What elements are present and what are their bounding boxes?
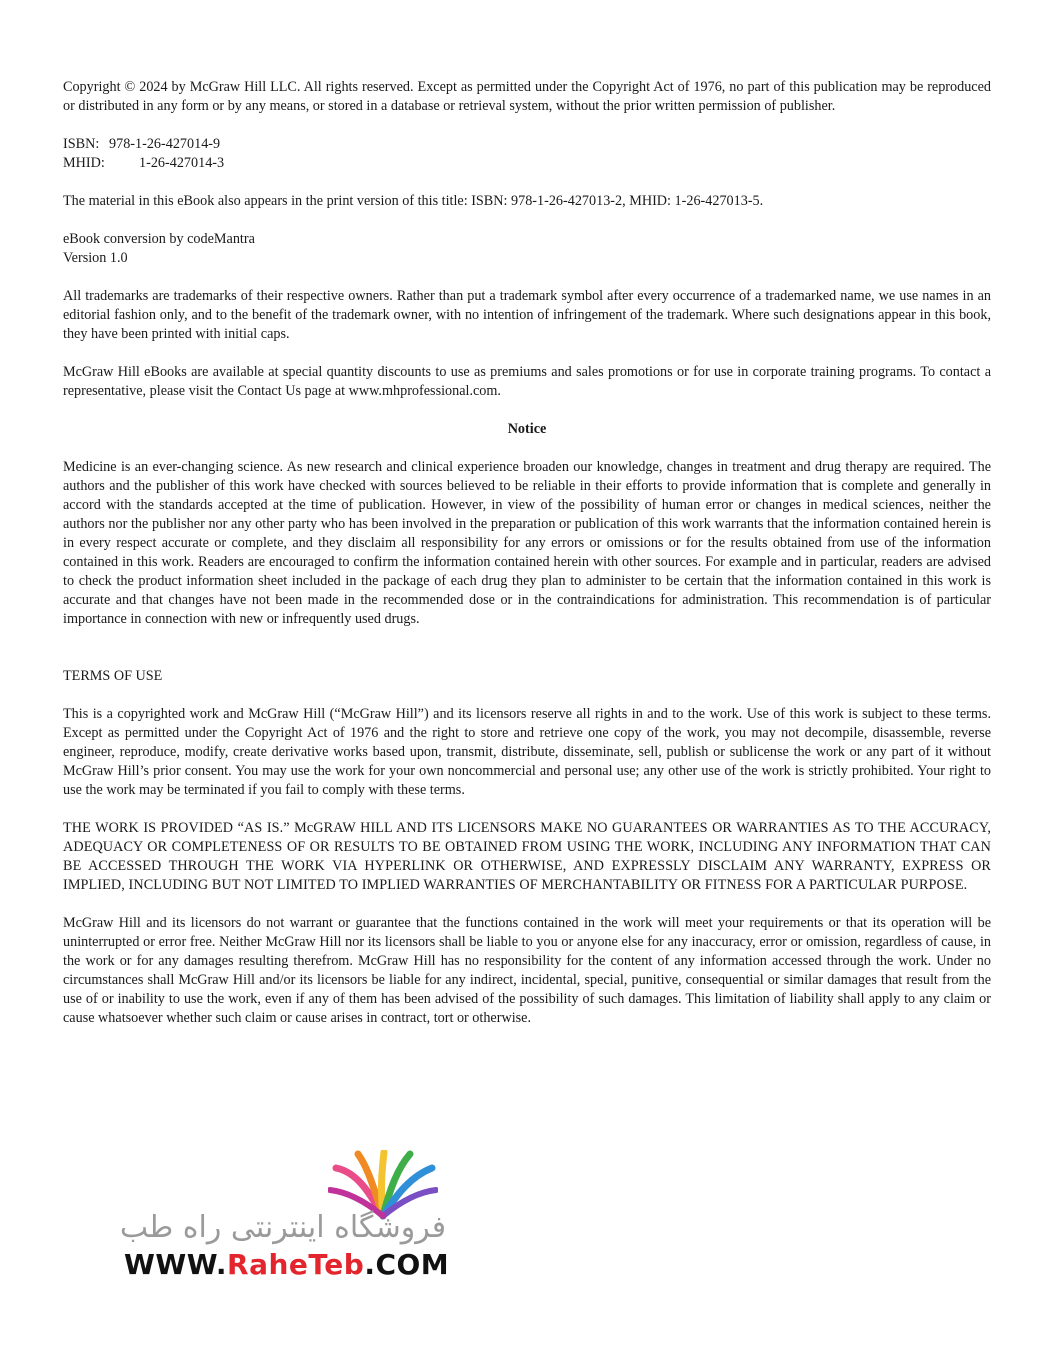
terms-heading: TERMS OF USE [63,668,163,684]
watermark-url-prefix: WWW. [124,1248,228,1281]
terms-disclaimer-caps: THE WORK IS PROVIDED “AS IS.” McGRAW HILL AND ITS LICENSORS MAKE NO GUARANTEES OR WARRANTIES AS TO THE ACCURACY, ADEQUACY OR COMPLETENESS OF OR RESULTS TO BE OBTAINED FROM USING THE WORK, INCLUDING ANY INFORMATION THAT CAN BE ACCESSED THROUGH THE WORK VIA HYPERLINK OR OTHERWISE, AND EXPRESSLY DISCLAIM ANY WARRANTY, EXPRESS OR IMPLIED, INCLUDING BUT NOT LIMITED TO IMPLIED WARRANTIES OF MERCHANTABILITY OR FITNESS FOR A PARTICULAR PURPOSE. [63,820,991,893]
terms-paragraph-1: This is a copyrighted work and McGraw Hill (“McGraw Hill”) and its licensors reserve all rights in and to the work. Use of this work is subject to these terms. Except as permitted under the Copyright Act of 1976 and the right to store and retrieve one copy of the work, you may not decompile, disassemble, reverse engineer, reproduce, modify, create derivative works based upon, transmit, distribute, disseminate, sell, publish or sublicense the work or any part of it without McGraw Hill’s prior consent. You may use the work for your own noncommercial and personal use; any other use of the work is strictly prohibited. Your right to use the work may be terminated if you fail to comply with these terms. [63,706,991,798]
isbn-block [63,135,991,173]
watermark-url-brand: RaheTeb [227,1248,365,1281]
trademarks-paragraph: All trademarks are trademarks of their respective owners. Rather than put a trademark symbol after every occurrence of a trademarked name, we use names in an editorial fashion only, and to the benefit of the trademark owner, with no intention of infringement of the trademark. Where such designations appear in this book, they have been printed with initial caps. [63,288,991,342]
mhid-line [63,154,991,173]
conversion-credit: eBook conversion by codeMantra [63,231,255,247]
terms-paragraph-3: McGraw Hill and its licensors do not warrant or guarantee that the functions contained in the work will meet your requirements or that its operation will be uninterrupted or error free. Neither McGraw Hill nor its licensors shall be liable to you or anyone else for any inaccuracy, error or omission, regardless of cause, in the work or for any damages resulting therefrom. McGraw Hill has no responsibility for the content of any information accessed through the work. Under no circumstances shall McGraw Hill and/or its licensors be liable for any indirect, incidental, special, punitive, consequential or similar damages that result from the use of or inability to use the work, even if any of them has been advised of the possibility of such damages. This limitation of liability shall apply to any claim or cause whatsoever whether such claim or cause arises in contract, tort or otherwise. [63,915,991,1026]
copyright-notice: Copyright © 2024 by McGraw Hill LLC. All rights reserved. Except as permitted under the Copyright Act of 1976, no part of this publication may be reproduced or distributed in any form or by any means, or stored in a database or retrieval system, without the prior written permission of publisher. [63,79,991,114]
version-label: Version 1.0 [63,250,128,266]
ebooks-discount-paragraph: McGraw Hill eBooks are available at special quantity discounts to use as premiums and sales promotions or for use in corporate training programs. To contact a representative, please visit the Contact Us page at www.mhprofessional.com. [63,364,991,399]
rahe-teb-watermark [118,1150,458,1285]
mhid-value: 1-26-427014-3 [139,155,225,171]
watermark-url [124,1248,449,1281]
print-version-note: The material in this eBook also appears in the print version of this title: ISBN: 978-1-26-427013-2, MHID: 1-26-427013-5. [63,193,764,209]
copyright-page [63,78,991,1047]
isbn-label: ISBN: [63,136,100,152]
notice-paragraph: Medicine is an ever-changing science. As new research and clinical experience broaden our knowledge, changes in treatment and drug therapy are required. The authors and the publisher of this work have checked with sources believed to be reliable in their efforts to provide information that is complete and generally in accord with the standards accepted at the time of publication. However, in view of the possibility of human error or changes in medical sciences, neither the authors nor the publisher nor any other party who has been involved in the preparation or publication of this work warrants that the information contained herein is in every respect accurate or complete, and they disclaim all responsibility for any errors or omissions or for the results obtained from use of the information contained in this work. Readers are encouraged to confirm the information contained herein with other sources. For example and in particular, readers are advised to check the product information sheet included in the package of each drug they plan to administer to be certain that the information contained in this work is accurate and that changes have not been made in the recommended dose or in the contraindications for administration. This recommendation is of particular importance in connection with new or infrequently used drugs. [63,459,991,627]
mhid-label: MHID: [63,155,105,171]
conversion-block [63,230,991,268]
notice-heading: Notice [507,421,547,437]
watermark-url-suffix: .COM [364,1248,450,1281]
isbn-line [63,135,991,154]
isbn-value: 978-1-26-427014-9 [109,136,221,152]
watermark-persian-text: فروشگاه اینترنتی راه طب [119,1210,447,1245]
